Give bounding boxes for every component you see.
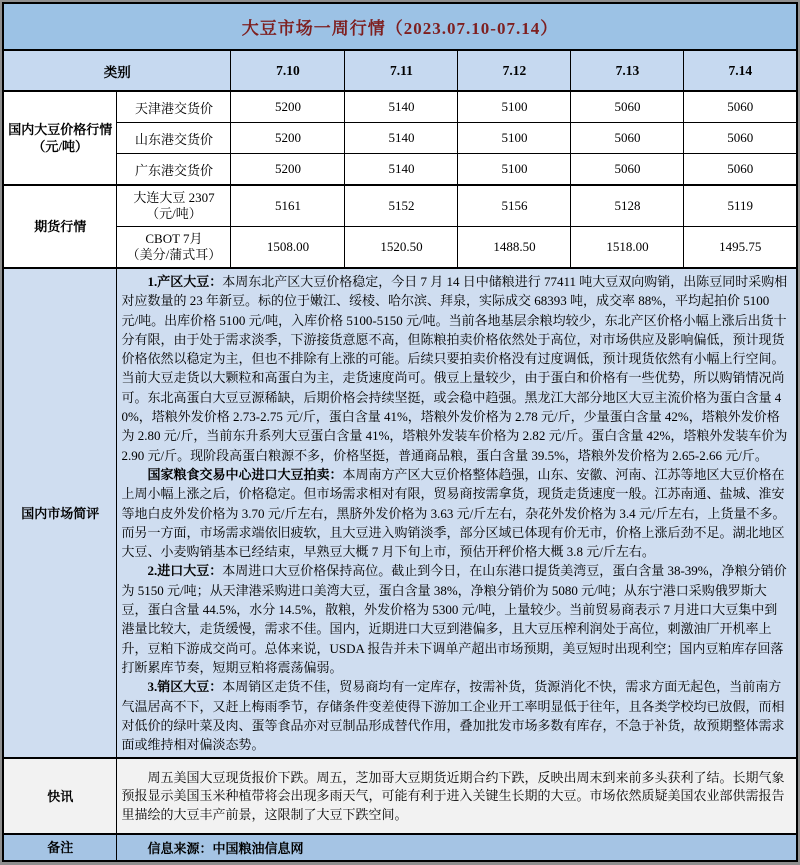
- price-cell: 5200: [231, 154, 345, 186]
- price-cell: 5156: [458, 185, 571, 227]
- price-cell: 5200: [231, 123, 345, 154]
- commentary-paragraph-grain-auction: [121, 465, 789, 561]
- price-cell: 5100: [458, 154, 571, 186]
- row-label-guangdong-port: 广东港交货价: [117, 154, 231, 186]
- remark-row: [3, 834, 797, 861]
- section-label-domestic-prices: 国内大豆价格行情（元/吨）: [3, 91, 117, 185]
- row-label-line: 大连大豆 2307: [133, 190, 215, 205]
- section-label-news: 快讯: [3, 758, 117, 834]
- price-cell: 5100: [458, 91, 571, 123]
- news-row: [3, 758, 797, 834]
- column-header-date-3: 7.12: [458, 50, 571, 91]
- remark-text-block: [117, 834, 797, 861]
- price-cell: 5060: [571, 91, 684, 123]
- section-label-remark: 备注: [3, 834, 117, 861]
- table-row: [3, 227, 797, 269]
- paragraph-lead: 1.产区大豆：: [147, 274, 223, 289]
- price-cell: 5140: [345, 123, 458, 154]
- price-cell: 5200: [231, 91, 345, 123]
- section-label-futures: 期货行情: [3, 185, 117, 268]
- commentary-text-block: [117, 268, 797, 758]
- paragraph-text: 本周销区走货不佳，贸易商均有一定库存，按需补货，货源消化不快，需求方面无起色，当前南方气温居高不下，又赶上梅雨季节，存储条件变差使得下游加工企业开工率明显低于往年，且各类学校均已放假，而相对低价的绿叶菜及肉、蛋等食品亦对豆制品形成替代作用，叠加批发市场多数有库存，不急于补货，故预期整体需求面或维持相对偏淡态势。: [121, 679, 785, 753]
- price-cell: 1488.50: [458, 227, 571, 269]
- price-cell: 1495.75: [684, 227, 797, 269]
- price-cell: 5060: [684, 91, 797, 123]
- table-row: [3, 123, 797, 154]
- row-label-shandong-port: 山东港交货价: [117, 123, 231, 154]
- price-cell: 5100: [458, 123, 571, 154]
- commentary-paragraph-sales-area: [121, 677, 789, 754]
- price-cell: 1518.00: [571, 227, 684, 269]
- price-cell: 5060: [571, 123, 684, 154]
- commentary-row: [3, 268, 797, 758]
- column-header-category: 类别: [3, 50, 231, 91]
- soybean-weekly-price-table: [2, 2, 798, 862]
- table-row: [3, 185, 797, 227]
- price-cell: 5140: [345, 91, 458, 123]
- column-header-date-1: 7.10: [231, 50, 345, 91]
- table-row: [3, 154, 797, 186]
- column-header-date-2: 7.11: [345, 50, 458, 91]
- row-label-line: （元/吨）: [146, 206, 202, 221]
- price-cell: 5060: [571, 154, 684, 186]
- commentary-paragraph-producing-area: [121, 272, 789, 465]
- table-row: [3, 91, 797, 123]
- remark-source: 信息来源：中国粮油信息网: [147, 841, 304, 857]
- row-label-tianjin-port: 天津港交货价: [117, 91, 231, 123]
- page-title: 大豆市场一周行情（2023.07.10-07.14）: [3, 3, 797, 50]
- paragraph-lead: 国家粮食交易中心进口大豆拍卖：: [147, 466, 343, 482]
- column-header-date-4: 7.13: [571, 50, 684, 91]
- section-label-commentary: 国内市场简评: [3, 268, 117, 758]
- row-label-dalian-soybean-2307: [117, 185, 231, 227]
- paragraph-lead: 3.销区大豆：: [147, 679, 223, 695]
- paragraph-text: 本周东北产区大豆价格稳定，今日 7 月 14 日中储粮进行 77411 吨大豆双向购销，出陈豆同时采购相对应数量的 23 年新豆。标的位于嫩江、绥棱、哈尔滨、拜泉，实际成交 68393 吨，成交率 88%，平均起拍价 5100 元/吨。出库价格 5100 元/吨，入库价格 5100-5150 元/吨。当前各地基层余粮均较少，东北产区价格小幅上涨后出货十分有限，由于处于需求淡季，下游接货意愿不高，但陈粮拍卖价格依然处于高位，对市场供应及影响偏低，预计现货价格依然以稳定为主，但也不排除有上涨的可能。后续只要拍卖价格没有过度调低，预计现货依然有小幅上行空间。当前大豆走货以大颗粒和高蛋白为主，走货速度尚可。俄豆上量较少，由于蛋白和价格有一些优势，所以购销情况尚可。东北高蛋白大豆豆源稀缺，后期价格会持续坚挺，或会稳中趋强。黑龙江大部分地区大豆主流价格为蛋白含量 40%，塔粮外发价格 2.73-2.75 元/斤，蛋白含量 41%，塔粮外发价格为 2.78 元/斤，少量蛋白含量 42%，塔粮外发价格为 2.80 元/斤，当前东升系列大豆蛋白含量 41%，塔粮外发装车价格为 2.82 元/斤。蛋白含量 42%，塔粮外发装车价为 2.90 元/斤。现阶段高蛋白粮源不多，价格坚挺，普通商品粮，蛋白含量 39.5%，塔粮外发价格为 2.65-2.66 元/斤。: [121, 274, 788, 463]
- row-label-line: CBOT 7月: [145, 231, 203, 246]
- price-cell: 1508.00: [231, 227, 345, 269]
- news-paragraph: 周五美国大豆现货报价下跌。周五，芝加哥大豆期货近期合约下跌，反映出周末到来前多头获利了结。长期气象预报显示美国玉米种植带将会出现多雨天气，可能有利于进入关键生长期的大豆。市场依然质疑美国农业部供需报告里描绘的大豆丰产前景，这限制了大豆下跌空间。: [121, 770, 785, 822]
- price-cell: 5152: [345, 185, 458, 227]
- row-label-cbot-july: [117, 227, 231, 269]
- price-cell: 5161: [231, 185, 345, 227]
- price-cell: 5060: [684, 123, 797, 154]
- price-cell: 5128: [571, 185, 684, 227]
- paragraph-text: 本周进口大豆价格保持高位。截止到今日，在山东港口提货美湾豆，蛋白含量 38-39%，净粮分销价为 5150 元/吨；从天津港采购进口美湾大豆，蛋白含量 38%，净粮分销价为 5080 元/吨；从东宁港口采购俄罗斯大豆，蛋白含量 44.5%，水分 14.5%，散粮，外发价格为 5300 元/吨，上量较少。当前贸易商表示 7 月进口大豆集中到港量比较大，走货缓慢，需求不佳。国内，近期进口大豆到港偏多，且大豆压榨利润处于高位，刺激油厂开机率上升，豆粕下游成交尚可。总体来说，USDA 报告并未下调单产超出市场预期，美豆短时出现利空；国内豆粕库存回落打断累库节奏，短期豆粕将震荡偏弱。: [121, 563, 787, 675]
- row-label-line: （美分/蒲式耳）: [126, 247, 222, 262]
- price-cell: 1520.50: [345, 227, 458, 269]
- commentary-paragraph-imported-soybean: [121, 561, 789, 677]
- price-cell: 5140: [345, 154, 458, 186]
- paragraph-lead: 2.进口大豆：: [147, 563, 223, 579]
- price-cell: 5119: [684, 185, 797, 227]
- news-text-block: [117, 758, 797, 834]
- paragraph-text: 本周南方产区大豆价格整体趋强，山东、安徽、河南、江苏等地区大豆价格在上周小幅上涨之后，价格稳定。但市场需求相对有限，贸易商按需拿货，现货走货速度一般。江苏南通、盐城、淮安等地白皮外发价格为 3.70 元/斤左右，黑脐外发价格为 3.63 元/斤左右，杂花外发价格为 3.4 元/斤左右，上货量不多。而另一方面，市场需求端依旧疲软，且大豆进入购销淡季，部分区域已体现有价无市，价格上涨后劲不足。湖北地区大豆、小麦购销基本已经结束，早熟豆大概 7 月下旬上市，预估开秤价格大概 3.8 元/斤左右。: [121, 466, 786, 560]
- price-cell: 5060: [684, 154, 797, 186]
- column-header-date-5: 7.14: [684, 50, 797, 91]
